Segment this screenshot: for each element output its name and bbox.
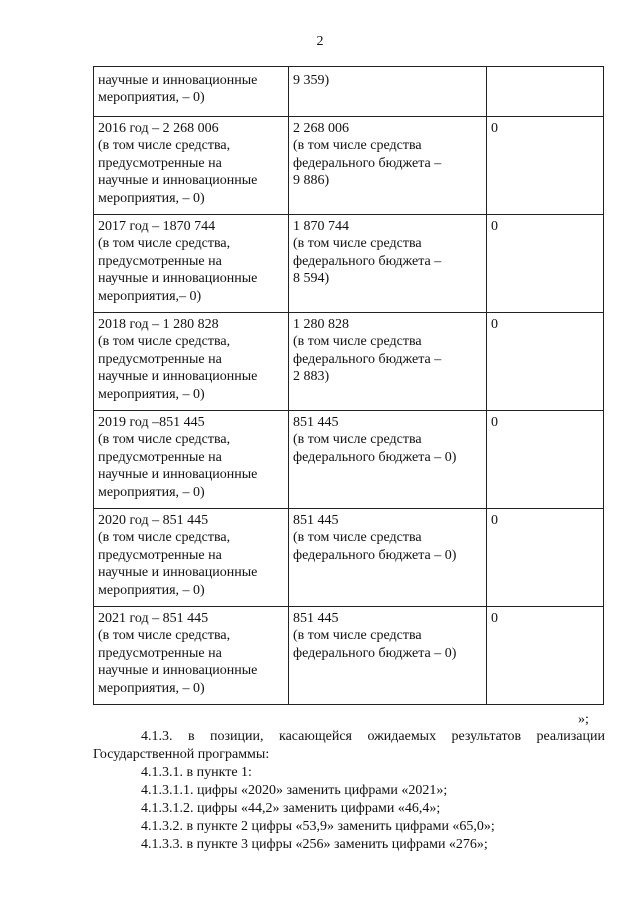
cell-text-line: (в том числе средства,: [98, 334, 231, 350]
paragraph-4-1-3-2: 4.1.3.2. в пункте 2 цифры «53,9» заменить цифрами «65,0»;: [141, 819, 495, 834]
cell-text-line: федерального бюджета –: [293, 155, 442, 171]
cell-text-line: научные и инновационные: [98, 663, 258, 679]
table-cell-col1: [94, 313, 289, 411]
table-cell-col1: [94, 607, 289, 705]
closing-quote: »;: [578, 712, 589, 727]
cell-text-line: предусмотренные на: [98, 351, 222, 367]
cell-text-line: мероприятия, – 0): [98, 190, 205, 206]
cell-text-line: мероприятия, – 0): [98, 90, 205, 106]
cell-text-line: предусмотренные на: [98, 449, 222, 465]
cell-text-line: 0: [491, 513, 498, 528]
table-row: [94, 509, 604, 607]
cell-text-line: научные и инновационные: [98, 467, 258, 483]
paragraph-4-1-3-line2: Государственной программы:: [93, 747, 270, 762]
cell-text-line: 0: [491, 611, 498, 626]
cell-text-line: 0: [491, 219, 498, 234]
cell-text-line: мероприятия, – 0): [98, 680, 205, 696]
table-cell-col3: [487, 509, 604, 607]
cell-text-line: 1 280 828: [293, 317, 349, 332]
cell-text-line: (в том числе средства: [293, 236, 422, 252]
cell-text-line: предусмотренные на: [98, 155, 222, 171]
paragraph-4-1-3-1: 4.1.3.1. в пункте 1:: [141, 765, 252, 780]
amendment-text: [93, 728, 605, 854]
cell-text-line: (в том числе средства: [293, 530, 422, 546]
table-row: [94, 313, 604, 411]
paragraph-word: касающейся: [278, 729, 352, 744]
cell-text-line: научные и инновационные: [98, 173, 258, 189]
cell-text-line: 8 594): [293, 271, 330, 287]
paragraph-word: результатов: [451, 729, 522, 744]
cell-text-line: (в том числе средства,: [98, 236, 231, 252]
table-cell-col3: [487, 215, 604, 313]
cell-text-line: 2 883): [293, 369, 330, 385]
cell-text-line: федерального бюджета – 0): [293, 645, 457, 661]
cell-text-line: научные и инновационные: [98, 73, 258, 88]
cell-text-line: 851 445: [293, 415, 339, 430]
table-cell-col2: [289, 607, 487, 705]
table-cell-col2: [289, 215, 487, 313]
budget-table-body: [94, 67, 604, 705]
cell-text-line: 9 886): [293, 173, 330, 189]
table-cell-col2: [289, 67, 487, 117]
cell-text-line: 0: [491, 415, 498, 430]
cell-text-line: 851 445: [293, 513, 339, 528]
cell-text-line: предусмотренные на: [98, 253, 222, 269]
table-cell-col2: [289, 509, 487, 607]
paragraph-word: ожидаемых: [367, 729, 437, 744]
table-cell-col2: [289, 117, 487, 215]
paragraph-word: позиции,: [210, 729, 264, 744]
cell-text-line: научные и инновационные: [98, 271, 258, 287]
paragraph-4-1-3-line1: [93, 728, 605, 746]
cell-text-line: предусмотренные на: [98, 645, 222, 661]
cell-text-line: 2021 год – 851 445: [98, 611, 209, 626]
table-row: [94, 411, 604, 509]
table-cell-col3: [487, 117, 604, 215]
table-cell-col1: [94, 509, 289, 607]
table-cell-col1: [94, 215, 289, 313]
cell-text-line: федерального бюджета –: [293, 253, 442, 269]
cell-text-line: (в том числе средства: [293, 432, 422, 448]
table-row: [94, 117, 604, 215]
budget-table: [93, 66, 604, 705]
cell-text-line: 2019 год –851 445: [98, 415, 205, 430]
cell-text-line: 2018 год – 1 280 828: [98, 317, 219, 332]
cell-text-line: федерального бюджета – 0): [293, 449, 457, 465]
cell-text-line: мероприятия, – 0): [98, 484, 205, 500]
table-cell-col3: [487, 67, 604, 117]
cell-text-line: (в том числе средства: [293, 334, 422, 350]
paragraph-word: реализации: [536, 729, 605, 744]
table-cell-col3: [487, 313, 604, 411]
cell-text-line: федерального бюджета –: [293, 351, 442, 367]
cell-text-line: (в том числе средства,: [98, 432, 231, 448]
cell-text-line: (в том числе средства,: [98, 138, 231, 154]
cell-text-line: 0: [491, 317, 498, 332]
table-cell-col2: [289, 313, 487, 411]
cell-text-line: 2017 год – 1870 744: [98, 219, 216, 234]
table-cell-col3: [487, 411, 604, 509]
cell-text-line: научные и инновационные: [98, 565, 258, 581]
cell-text-line: (в том числе средства,: [98, 628, 231, 644]
cell-text-line: 0: [491, 121, 498, 136]
table-cell-col1: [94, 67, 289, 117]
table-row: [94, 607, 604, 705]
table-cell-col3: [487, 607, 604, 705]
cell-text-line: научные и инновационные: [98, 369, 258, 385]
table-cell-col1: [94, 411, 289, 509]
cell-text-line: (в том числе средства,: [98, 530, 231, 546]
table-cell-col1: [94, 117, 289, 215]
table-row: [94, 215, 604, 313]
cell-text-line: предусмотренные на: [98, 547, 222, 563]
cell-text-line: мероприятия, – 0): [98, 386, 205, 402]
cell-text-line: 851 445: [293, 611, 339, 626]
paragraph-word: 4.1.3.: [141, 729, 173, 744]
paragraph-4-1-3-1-2: 4.1.3.1.2. цифры «44,2» заменить цифрами «46,4»;: [141, 801, 441, 816]
table-cell-col2: [289, 411, 487, 509]
cell-text-line: 9 359): [293, 73, 330, 88]
cell-text-line: мероприятия, – 0): [98, 582, 205, 598]
cell-text-line: (в том числе средства: [293, 138, 422, 154]
cell-text-line: 2020 год – 851 445: [98, 513, 209, 528]
cell-text-line: 1 870 744: [293, 219, 349, 234]
paragraph-word: в: [187, 729, 195, 744]
cell-text-line: 2016 год – 2 268 006: [98, 121, 219, 136]
cell-text-line: федерального бюджета – 0): [293, 547, 457, 563]
cell-text-line: 2 268 006: [293, 121, 349, 136]
table-row: [94, 67, 604, 117]
page-number: 2: [316, 34, 324, 49]
paragraph-4-1-3-3: 4.1.3.3. в пункте 3 цифры «256» заменить цифрами «276»;: [141, 837, 488, 852]
paragraph-4-1-3-1-1: 4.1.3.1.1. цифры «2020» заменить цифрами «2021»;: [141, 783, 448, 798]
cell-text-line: мероприятия,– 0): [98, 288, 202, 304]
cell-text-line: (в том числе средства: [293, 628, 422, 644]
